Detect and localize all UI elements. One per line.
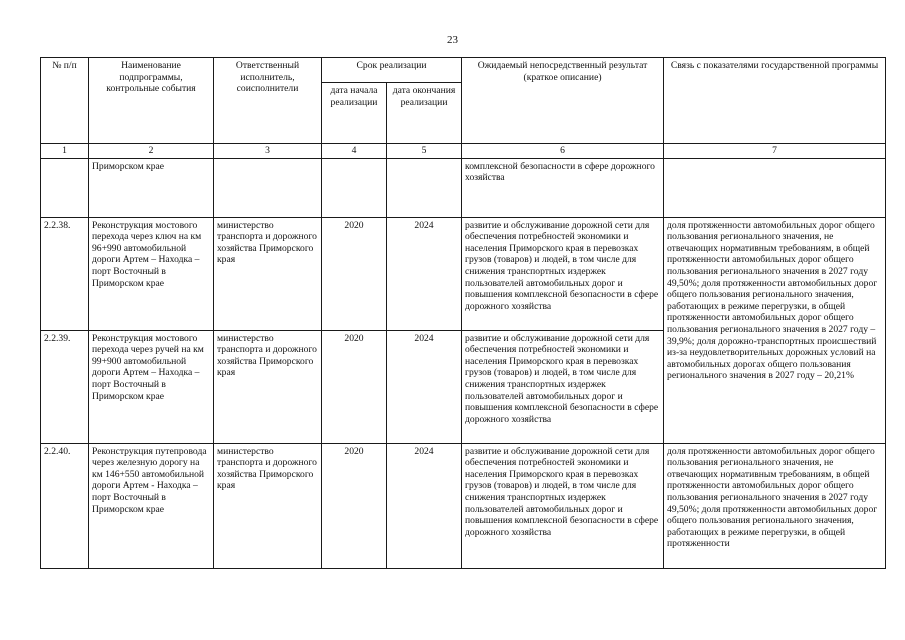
row-executor: министерство транспорта и дорожного хозяйства Приморского края (214, 443, 322, 568)
row-start (322, 158, 387, 217)
header-start-date: дата начала реализации (322, 83, 387, 144)
table-row (41, 158, 886, 217)
header-num: № п/п (41, 58, 89, 144)
table-row (41, 443, 886, 568)
row-name: Реконструкция мостового перехода через ручей на км 99+900 автомобильной дороги Артем – Находка – порт Восточный в Приморском крае (89, 330, 214, 443)
column-number: 6 (462, 144, 664, 159)
header-link: Связь с показателями государственной программы (664, 58, 886, 144)
row-name: Приморском крае (89, 158, 214, 217)
row-end: 2024 (387, 330, 462, 443)
row-end: 2024 (387, 217, 462, 330)
column-number-row (41, 144, 886, 159)
row-end: 2024 (387, 443, 462, 568)
row-executor: министерство транспорта и дорожного хозяйства Приморского края (214, 330, 322, 443)
row-executor: министерство транспорта и дорожного хозяйства Приморского края (214, 217, 322, 330)
header-term: Срок реализации (322, 58, 462, 83)
row-number: 2.2.39. (41, 330, 89, 443)
row-start: 2020 (322, 330, 387, 443)
row-result: развитие и обслуживание дорожной сети для обеспечения потребностей экономики и населения Приморского края в перевозках грузов (товаров) и людей, в том числе для снижения транспортных издержек пользователей автомобильных дорог и повышения комплексной безопасности в сфере дорожного хозяйства (462, 443, 664, 568)
row-name: Реконструкция мостового перехода через ключ на км 96+990 автомобильной дороги Артем – Находка – порт Восточный в Приморском крае (89, 217, 214, 330)
header-result: Ожидаемый непосредственный результат (краткое описание) (462, 58, 664, 144)
row-result: комплексной безопасности в сфере дорожного хозяйства (462, 158, 664, 217)
row-link: доля протяженности автомобильных дорог общего пользования регионального значения, не отвечающих нормативным требованиям, в общей протяженности автомобильных дорог общего пользования регионального значения в 2027 году 49,50%; доля протяженности автомобильных дорог общего пользования регионального значения, работающих в режиме перегрузки, в общей протяженности автомобильных дорог общего пользования регионального значения в 2027 году – 39,9%; доля дорожно-транспортных происшествий из-за неудовлетворительных дорожных условий на автомобильных дорогах общего пользования регионального значения в 2027 году – 20,21% (664, 217, 886, 443)
row-start: 2020 (322, 443, 387, 568)
row-result: развитие и обслуживание дорожной сети для обеспечения потребностей экономики и населения Приморского края в перевозках грузов (товаров) и людей, в том числе для снижения транспортных издержек пользователей автомобильных дорог и повышения комплексной безопасности в сфере дорожного хозяйства (462, 330, 664, 443)
row-link (664, 158, 886, 217)
row-number (41, 158, 89, 217)
column-number: 1 (41, 144, 89, 159)
column-number: 2 (89, 144, 214, 159)
program-table (40, 57, 886, 569)
header-executor: Ответственный исполнитель, соисполнители (214, 58, 322, 144)
row-number: 2.2.38. (41, 217, 89, 330)
row-name: Реконструкция путепровода через железную дорогу на км 146+550 автомобильной дороги Артем - Находка – порт Восточный в Приморском крае (89, 443, 214, 568)
row-start: 2020 (322, 217, 387, 330)
table-row (41, 217, 886, 330)
page-number: 23 (447, 34, 458, 46)
column-number: 5 (387, 144, 462, 159)
column-number: 7 (664, 144, 886, 159)
header-end-date: дата окончания реализации (387, 83, 462, 144)
column-number: 4 (322, 144, 387, 159)
row-executor (214, 158, 322, 217)
column-number: 3 (214, 144, 322, 159)
header-name: Наименование подпрограммы, контрольные события (89, 58, 214, 144)
row-link: доля протяженности автомобильных дорог общего пользования регионального значения, не отвечающих нормативным требованиям, в общей протяженности автомобильных дорог общего пользования регионального значения в 2027 году 49,50%; доля протяженности автомобильных дорог общего пользования регионального значения, работающих в режиме перегрузки, в общей протяженности (664, 443, 886, 568)
row-number: 2.2.40. (41, 443, 89, 568)
row-result: развитие и обслуживание дорожной сети для обеспечения потребностей экономики и населения Приморского края в перевозках грузов (товаров) и людей, в том числе для снижения транспортных издержек пользователей автомобильных дорог и повышения комплексной безопасности в сфере дорожного хозяйства (462, 217, 664, 330)
row-end (387, 158, 462, 217)
header-row (41, 58, 886, 83)
